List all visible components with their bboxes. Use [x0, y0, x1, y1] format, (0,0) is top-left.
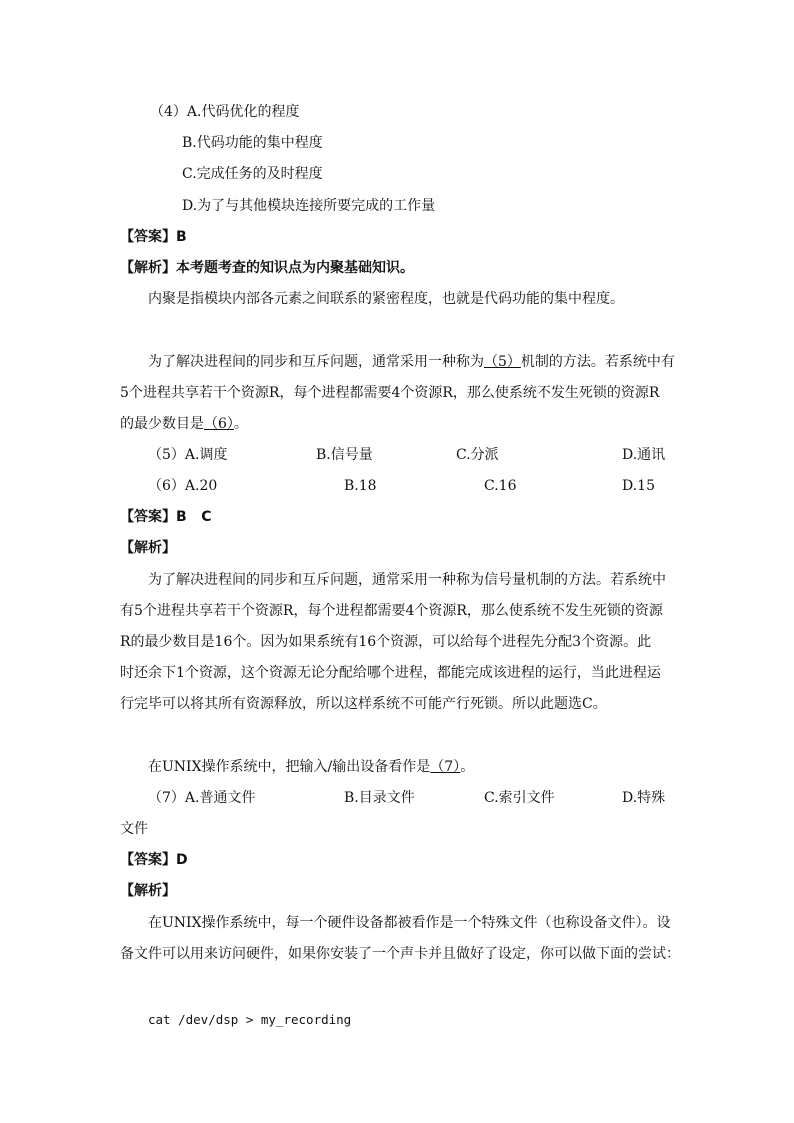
q56-question-line-3 — [120, 414, 248, 434]
q7-option-b: B.目录文件 — [344, 790, 415, 806]
q5-option-a: （5）A.调度 — [148, 447, 228, 463]
q7-option-c: C.索引文件 — [484, 790, 555, 806]
answer-label: 【答案】 — [120, 509, 176, 525]
q56-analysis-heading: 【解析】 — [120, 540, 176, 556]
q56-analysis-line-3: R的最少数目是16个。因为如果系统有16个资源，可以给每个进程先分配3个资源。此 — [120, 634, 652, 650]
q6-blank: （6） — [204, 416, 234, 432]
q4-option-b: B.代码功能的集中程度 — [182, 135, 323, 151]
q5-blank: （5） — [484, 354, 521, 370]
answer-value: B C — [176, 509, 212, 525]
q5-option-b: B.信号量 — [316, 447, 373, 463]
q4-option-d: D.为了与其他模块连接所要完成的工作量 — [182, 198, 436, 214]
q7-blank: （7） — [430, 759, 461, 775]
q4-analysis-heading — [120, 258, 414, 278]
q56-text: 为了解决进程间的同步和互斥问题，通常采用一种称为 — [148, 354, 484, 370]
q7-option-d: D.特殊 — [622, 790, 666, 806]
q7-question — [148, 757, 474, 777]
q4-analysis-text: 内聚是指模块内部各元素之间联系的紧密程度，也就是代码功能的集中程度。 — [148, 291, 624, 307]
answer-label: 【答案】 — [120, 229, 176, 245]
q6-option-c: C.16 — [484, 478, 517, 494]
q7-option-d-wrap: 文件 — [120, 821, 148, 837]
q6-option-b: B.18 — [344, 478, 377, 494]
q7-text: 在UNIX操作系统中，把输入/输出设备看作是 — [148, 759, 431, 775]
analysis-lead: 本考题考查的知识点为内聚基础知识。 — [176, 260, 414, 276]
code-sample: cat /dev/dsp > my_recording — [148, 1012, 352, 1027]
q5-option-c: C.分派 — [456, 447, 499, 463]
q4-answer — [120, 227, 187, 247]
q7-text: 。 — [460, 759, 475, 775]
q4-option-a: （4）A.代码优化的程度 — [150, 104, 300, 120]
analysis-label: 【解析】 — [120, 260, 176, 276]
q56-answer — [120, 507, 212, 527]
q6-option-d: D.15 — [622, 478, 655, 494]
q56-analysis-line-5: 行完毕可以将其所有资源释放，所以这样系统不可能产行死锁。所以此题选C。 — [120, 696, 607, 712]
q56-question-line-1 — [148, 352, 675, 372]
q56-analysis-line-2: 有5个进程共享若干个资源R，每个进程都需要4个资源R，那么使系统不发生死锁的资源 — [120, 603, 663, 619]
q7-analysis-heading: 【解析】 — [120, 883, 176, 899]
q56-text: 。 — [233, 416, 248, 432]
q5-option-d: D.通讯 — [622, 447, 666, 463]
q7-analysis-line-1: 在UNIX操作系统中，每一个硬件设备都被看作是一个特殊文件（也称设备文件）。设 — [148, 915, 671, 931]
q7-analysis-line-2: 备文件可以用来访问硬件，如果你安装了一个声卡并且做好了设定，你可以做下面的尝试： — [120, 946, 680, 962]
q7-option-a: （7）A.普通文件 — [148, 790, 256, 806]
q4-option-c: C.完成任务的及时程度 — [182, 166, 323, 182]
answer-value: D — [176, 852, 188, 868]
q56-text: 机制的方法。若系统中有 — [520, 354, 675, 370]
q56-text: 的最少数目是 — [120, 416, 204, 432]
q7-answer — [120, 850, 188, 870]
answer-value: B — [176, 229, 187, 245]
q56-analysis-line-1: 为了解决进程间的同步和互斥问题，通常采用一种称为信号量机制的方法。若系统中 — [148, 572, 666, 588]
q6-option-a: （6）A.20 — [148, 478, 218, 494]
q56-analysis-line-4: 时还余下1个资源，这个资源无论分配给哪个进程，都能完成该进程的运行，当此进程运 — [120, 665, 661, 681]
answer-label: 【答案】 — [120, 852, 176, 868]
q56-question-line-2: 5个进程共享若干个资源R，每个进程都需要4个资源R，那么使系统不发生死锁的资源R — [120, 385, 660, 401]
